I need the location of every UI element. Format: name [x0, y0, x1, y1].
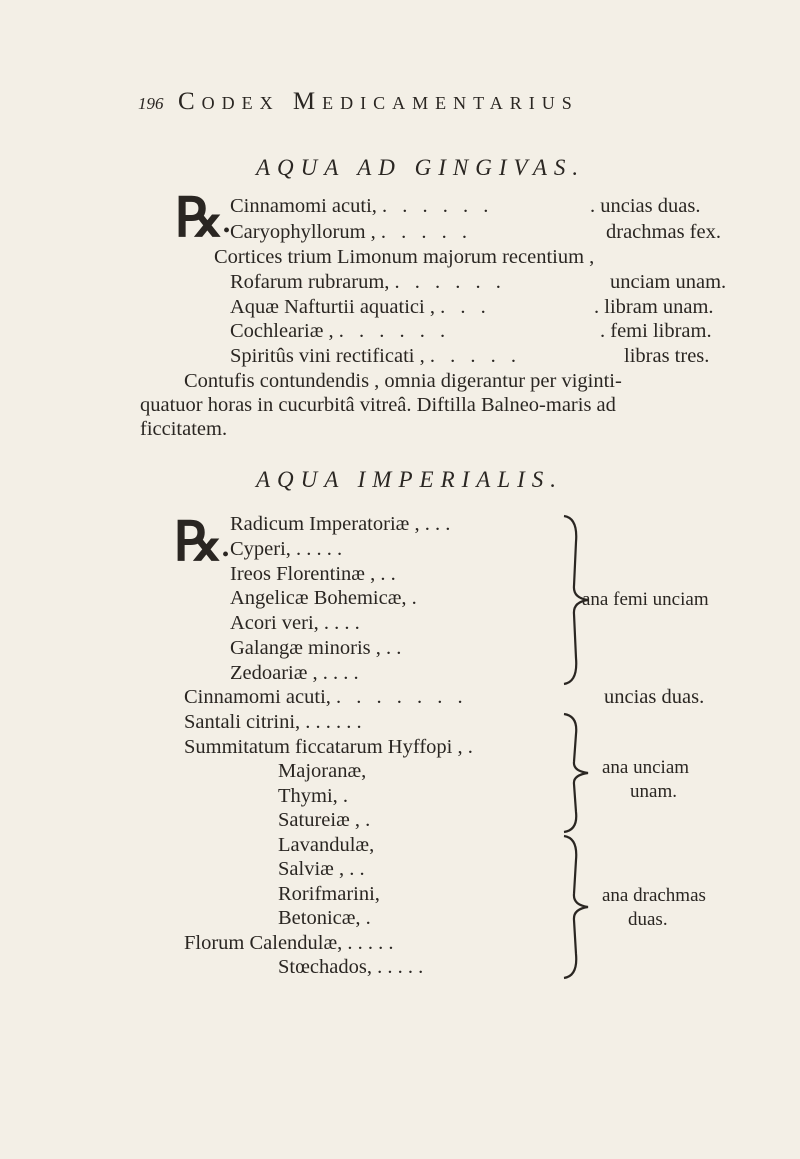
ingredient-line: Caryophyllorum , . . . . .: [230, 221, 473, 243]
ingredient-line: Florum Calendulæ, . . . . .: [184, 932, 394, 954]
ingredient-line: Rofarum rubrarum, . . . . . .: [230, 271, 506, 293]
recipe-symbol: ℞•: [175, 188, 230, 248]
ingredient-line: Cyperi, . . . . .: [230, 538, 343, 560]
page-number: 196: [138, 94, 164, 113]
ingredient-line: Cinnamomi acuti, . . . . . .: [230, 195, 494, 217]
ingredient-line: Stœchados, . . . . .: [278, 956, 424, 978]
ingredient-line: Galangæ minoris , . .: [230, 637, 402, 659]
ingredient-line: Zedoariæ , . . . .: [230, 662, 359, 684]
ingredient-line: Rorifmarini,: [278, 883, 380, 905]
ingredient-line: Acori veri, . . . .: [230, 612, 360, 634]
ingredient-line: Lavandulæ,: [278, 834, 375, 856]
ingredient-dose: drachmas fex.: [606, 221, 721, 243]
ingredient-dose: . uncias duas.: [590, 195, 701, 217]
ingredient-dose: uncias duas.: [604, 686, 705, 708]
ingredient-dose: unciam unam.: [610, 271, 727, 293]
ingredient-line: Cochleariæ , . . . . . .: [230, 320, 451, 342]
ingredient-line: Cortices trium Limonum majorum recentium ,: [214, 246, 595, 268]
instruction-line: quatuor horas in cucurbitâ vitreâ. Diftilla Balneo-maris ad: [140, 394, 616, 416]
group-dose: ana drachmas duas.: [602, 885, 706, 930]
recipe-symbol: ℞•: [174, 512, 229, 572]
instruction-line: Contufis contundendis , omnia digerantur per viginti-: [184, 370, 622, 392]
ingredient-line: Betonicæ, .: [278, 907, 371, 929]
ingredient-line: Satureiæ , .: [278, 809, 371, 831]
ingredient-line: Salviæ , . .: [278, 858, 365, 880]
ingredient-line: Summitatum ficcatarum Hyffopi , .: [184, 736, 473, 758]
grouping-brace: [560, 710, 590, 836]
grouping-brace: [560, 832, 590, 982]
ingredient-line: Radicum Imperatoriæ , . . .: [230, 513, 451, 535]
ingredient-line: Aquæ Nafturtii aquatici , . . .: [230, 296, 491, 318]
ingredient-line: Spiritûs vini rectificati , . . . . .: [230, 345, 521, 367]
ingredient-dose: . femi libram.: [600, 320, 712, 342]
ingredient-line: Thymi, .: [278, 785, 349, 807]
section-title-aqua-imperialis: AQUA IMPERIALIS.: [256, 467, 564, 492]
ingredient-line: Angelicæ Bohemicæ, .: [230, 587, 417, 609]
ingredient-line: Majoranæ,: [278, 760, 367, 782]
running-head: Codex Medicamentarius: [178, 88, 579, 115]
ingredient-dose: . libram unam.: [594, 296, 714, 318]
group-dose: ana unciam unam.: [602, 757, 690, 802]
group-dose: ana femi unciam: [582, 589, 709, 610]
section-title-aqua-ad-gingivas: AQUA AD GINGIVAS.: [256, 155, 586, 180]
ingredient-dose: libras tres.: [624, 345, 710, 367]
ingredient-line: Cinnamomi acuti, . . . . . . .: [184, 686, 468, 708]
ingredient-line: Ireos Florentinæ , . .: [230, 563, 396, 585]
ingredient-line: Santali citrini, . . . . . .: [184, 711, 362, 733]
instruction-line: ficcitatem.: [140, 418, 228, 440]
